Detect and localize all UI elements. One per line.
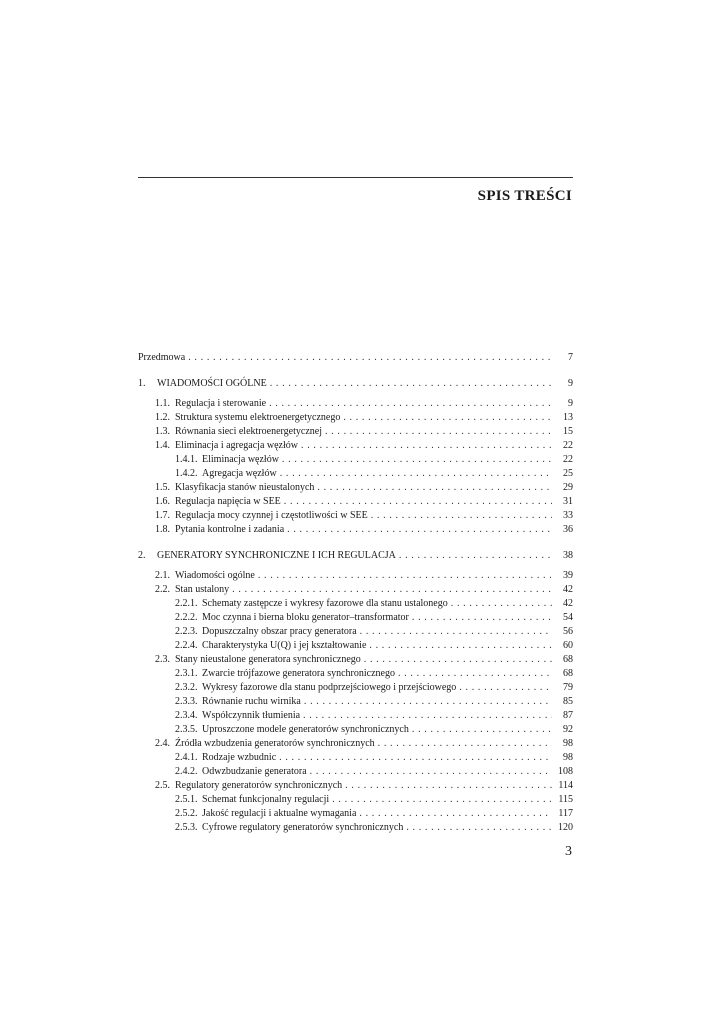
toc-entry-page: 114 xyxy=(558,780,573,791)
toc-entry-number: 1.5. xyxy=(155,482,170,493)
toc-entry-title: Agregacja węzłów xyxy=(202,468,277,479)
toc-entry-title: Struktura systemu elektroenergetycznego xyxy=(175,412,341,423)
toc-leader-dots xyxy=(284,495,552,509)
toc-entry-number: 2.3.3. xyxy=(175,696,198,707)
toc-entry-title: Odwzbudzanie generatora xyxy=(202,766,307,777)
toc-entry xyxy=(138,467,573,481)
toc-entry-title: Jakość regulacji i aktualne wymagania xyxy=(202,808,357,819)
toc-entry-title: Dopuszczalny obszar pracy generatora xyxy=(202,626,357,637)
toc-entry-number: 2.4.2. xyxy=(175,766,198,777)
toc-entry-page: 25 xyxy=(563,468,573,479)
toc-leader-dots xyxy=(360,625,552,639)
toc-entry-number: 1.3. xyxy=(155,426,170,437)
toc-entry-number: 1.8. xyxy=(155,524,170,535)
toc-entry-page: 33 xyxy=(563,510,573,521)
toc-entry-title: Równanie ruchu wirnika xyxy=(202,696,301,707)
toc-entry-title: Równania sieci elektroenergetycznej xyxy=(175,426,322,437)
toc-entry-title: GENERATORY SYNCHRONICZNE I ICH REGULACJA xyxy=(157,550,396,561)
toc-entry-number: 2.3.1. xyxy=(175,668,198,679)
toc-entry xyxy=(138,509,573,523)
toc-leader-dots xyxy=(359,807,552,821)
toc-entry-page: 39 xyxy=(563,570,573,581)
toc-entry xyxy=(138,481,573,495)
toc-entry-title: Eliminacja i agregacja węzłów xyxy=(175,440,298,451)
toc-entry-page: 22 xyxy=(563,440,573,451)
toc-entry xyxy=(138,807,573,821)
toc-leader-dots xyxy=(459,681,552,695)
toc-entry-page: 7 xyxy=(568,352,573,363)
toc-leader-dots xyxy=(451,597,552,611)
toc-entry-page: 115 xyxy=(558,794,573,805)
page-number: 3 xyxy=(565,844,572,859)
toc-entry-page: 54 xyxy=(563,612,573,623)
toc-entry xyxy=(138,653,573,667)
toc-entry-title: Schematy zastępcze i wykresy fazorowe dla stanu ustalonego xyxy=(202,598,448,609)
toc-entry-page: 56 xyxy=(563,626,573,637)
toc-leader-dots xyxy=(371,509,552,523)
toc-entry-title: Regulatory generatorów synchronicznych xyxy=(175,780,343,791)
toc-entry-title: Stan ustalony xyxy=(175,584,230,595)
toc-leader-dots xyxy=(343,411,552,425)
toc-entry-page: 9 xyxy=(568,378,573,389)
toc-entry-title: Schemat funkcjonalny regulacji xyxy=(202,794,330,805)
toc-leader-dots xyxy=(325,425,552,439)
toc-entry-title: Źródła wzbudzenia generatorów synchronicznych xyxy=(175,738,375,749)
toc-entry xyxy=(138,695,573,709)
toc-entry-page: 38 xyxy=(563,550,573,561)
toc-entry xyxy=(138,723,573,737)
toc-entry-page: 29 xyxy=(563,482,573,493)
table-of-contents xyxy=(138,351,573,835)
toc-entry-title: Współczynnik tłumienia xyxy=(202,710,301,721)
toc-entry-page: 108 xyxy=(558,766,573,777)
toc-entry-number: 2.3.4. xyxy=(175,710,198,721)
toc-entry xyxy=(138,625,573,639)
toc-entry-number: 2.5.1. xyxy=(175,794,198,805)
toc-entry xyxy=(138,569,573,583)
toc-entry-page: 98 xyxy=(563,738,573,749)
toc-leader-dots xyxy=(301,439,552,453)
toc-entry xyxy=(138,549,573,563)
toc-entry-number: 2.2. xyxy=(155,584,170,595)
toc-entry xyxy=(138,597,573,611)
toc-entry-page: 31 xyxy=(563,496,573,507)
toc-entry-title: Cyfrowe regulatory generatorów synchronicznych xyxy=(202,822,404,833)
toc-entry-page: 85 xyxy=(563,696,573,707)
toc-leader-dots xyxy=(369,639,552,653)
toc-entry xyxy=(138,639,573,653)
toc-leader-dots xyxy=(188,351,552,365)
toc-entry-number: 2.5. xyxy=(155,780,170,791)
toc-entry-page: 68 xyxy=(563,654,573,665)
toc-entry-number: 2.3.5. xyxy=(175,724,198,735)
toc-entry-number: 2.2.3. xyxy=(175,626,198,637)
toc-entry xyxy=(138,611,573,625)
toc-entry xyxy=(138,425,573,439)
toc-entry-number: 2.2.2. xyxy=(175,612,198,623)
toc-entry-title: Wiadomości ogólne xyxy=(175,570,255,581)
toc-entry xyxy=(138,751,573,765)
toc-entry-number: 2.4.1. xyxy=(175,752,198,763)
toc-entry-title: Wykresy fazorowe dla stanu podprzejściowego i przejściowego xyxy=(202,682,457,693)
toc-entry xyxy=(138,779,573,793)
toc-entry xyxy=(138,765,573,779)
toc-entry-number: 2. xyxy=(138,550,146,561)
toc-entry-title: Klasyfikacja stanów nieustalonych xyxy=(175,482,315,493)
toc-leader-dots xyxy=(280,467,552,481)
toc-leader-dots xyxy=(345,779,552,793)
toc-leader-dots xyxy=(232,583,552,597)
toc-entry-page: 79 xyxy=(563,682,573,693)
toc-leader-dots xyxy=(287,523,552,537)
toc-entry-number: 1.4.1. xyxy=(175,454,198,465)
toc-entry-page: 42 xyxy=(563,584,573,595)
toc-entry-number: 1.4.2. xyxy=(175,468,198,479)
toc-entry-number: 1. xyxy=(138,378,146,389)
toc-entry-number: 2.2.1. xyxy=(175,598,198,609)
page-title: SPIS TREŚCI xyxy=(477,188,572,204)
toc-leader-dots xyxy=(317,481,552,495)
toc-entry-page: 98 xyxy=(563,752,573,763)
toc-entry-page: 15 xyxy=(563,426,573,437)
toc-entry-page: 22 xyxy=(563,454,573,465)
toc-leader-dots xyxy=(269,397,552,411)
toc-entry-title: Eliminacja węzłów xyxy=(202,454,279,465)
toc-entry-number: 1.1. xyxy=(155,398,170,409)
toc-entry xyxy=(138,495,573,509)
toc-entry-title: WIADOMOŚCI OGÓLNE xyxy=(157,378,267,389)
toc-entry xyxy=(138,793,573,807)
toc-entry-title: Stany nieustalone generatora synchronicznego xyxy=(175,654,361,665)
toc-entry-title: Zwarcie trójfazowe generatora synchronicznego xyxy=(202,668,395,679)
toc-leader-dots xyxy=(332,793,552,807)
toc-entry-number: 2.3.2. xyxy=(175,682,198,693)
toc-leader-dots xyxy=(258,569,552,583)
toc-entry-page: 92 xyxy=(563,724,573,735)
toc-entry-page: 117 xyxy=(558,808,573,819)
toc-entry-number: 2.2.4. xyxy=(175,640,198,651)
toc-entry xyxy=(138,667,573,681)
toc-entry-title: Uproszczone modele generatorów synchronicznych xyxy=(202,724,409,735)
toc-leader-dots xyxy=(412,723,552,737)
header-rule xyxy=(138,177,573,178)
toc-leader-dots xyxy=(282,453,552,467)
toc-entry-number: 2.3. xyxy=(155,654,170,665)
toc-entry xyxy=(138,821,573,835)
toc-entry xyxy=(138,453,573,467)
toc-entry-number: 1.7. xyxy=(155,510,170,521)
toc-entry-page: 68 xyxy=(563,668,573,679)
toc-leader-dots xyxy=(399,549,552,563)
toc-leader-dots xyxy=(378,737,552,751)
toc-leader-dots xyxy=(270,377,552,391)
toc-entry-title: Regulacja i sterowanie xyxy=(175,398,267,409)
toc-entry xyxy=(138,583,573,597)
toc-entry-page: 9 xyxy=(568,398,573,409)
toc-entry-title: Charakterystyka U(Q) i jej kształtowanie xyxy=(202,640,367,651)
toc-entry-number: 2.4. xyxy=(155,738,170,749)
toc-entry xyxy=(138,411,573,425)
toc-leader-dots xyxy=(398,667,552,681)
toc-entry-number: 1.4. xyxy=(155,440,170,451)
toc-entry xyxy=(138,397,573,411)
toc-entry-page: 60 xyxy=(563,640,573,651)
toc-leader-dots xyxy=(279,751,552,765)
toc-entry-number: 2.5.2. xyxy=(175,808,198,819)
toc-entry-title: Regulacja napięcia w SEE xyxy=(175,496,281,507)
toc-entry-page: 87 xyxy=(563,710,573,721)
toc-entry-title: Regulacja mocy czynnej i częstotliwości w SEE xyxy=(175,510,368,521)
toc-leader-dots xyxy=(303,709,552,723)
toc-entry xyxy=(138,681,573,695)
toc-entry xyxy=(138,737,573,751)
toc-entry-title: Przedmowa xyxy=(138,352,186,363)
toc-entry xyxy=(138,439,573,453)
toc-entry-page: 120 xyxy=(558,822,573,833)
toc-entry-number: 1.2. xyxy=(155,412,170,423)
toc-leader-dots xyxy=(304,695,552,709)
toc-entry-title: Pytania kontrolne i zadania xyxy=(175,524,285,535)
toc-entry-title: Rodzaje wzbudnic xyxy=(202,752,277,763)
toc-entry-number: 1.6. xyxy=(155,496,170,507)
toc-entry xyxy=(138,523,573,537)
toc-entry-page: 42 xyxy=(563,598,573,609)
toc-entry xyxy=(138,377,573,391)
toc-entry-title: Moc czynna i bierna bloku generator–transformator xyxy=(202,612,409,623)
toc-leader-dots xyxy=(406,821,552,835)
toc-entry-page: 36 xyxy=(563,524,573,535)
toc-entry xyxy=(138,709,573,723)
toc-leader-dots xyxy=(310,765,552,779)
toc-leader-dots xyxy=(364,653,552,667)
toc-leader-dots xyxy=(412,611,552,625)
toc-entry-number: 2.5.3. xyxy=(175,822,198,833)
toc-entry-number: 2.1. xyxy=(155,570,170,581)
toc-entry-page: 13 xyxy=(563,412,573,423)
toc-entry xyxy=(138,351,573,365)
